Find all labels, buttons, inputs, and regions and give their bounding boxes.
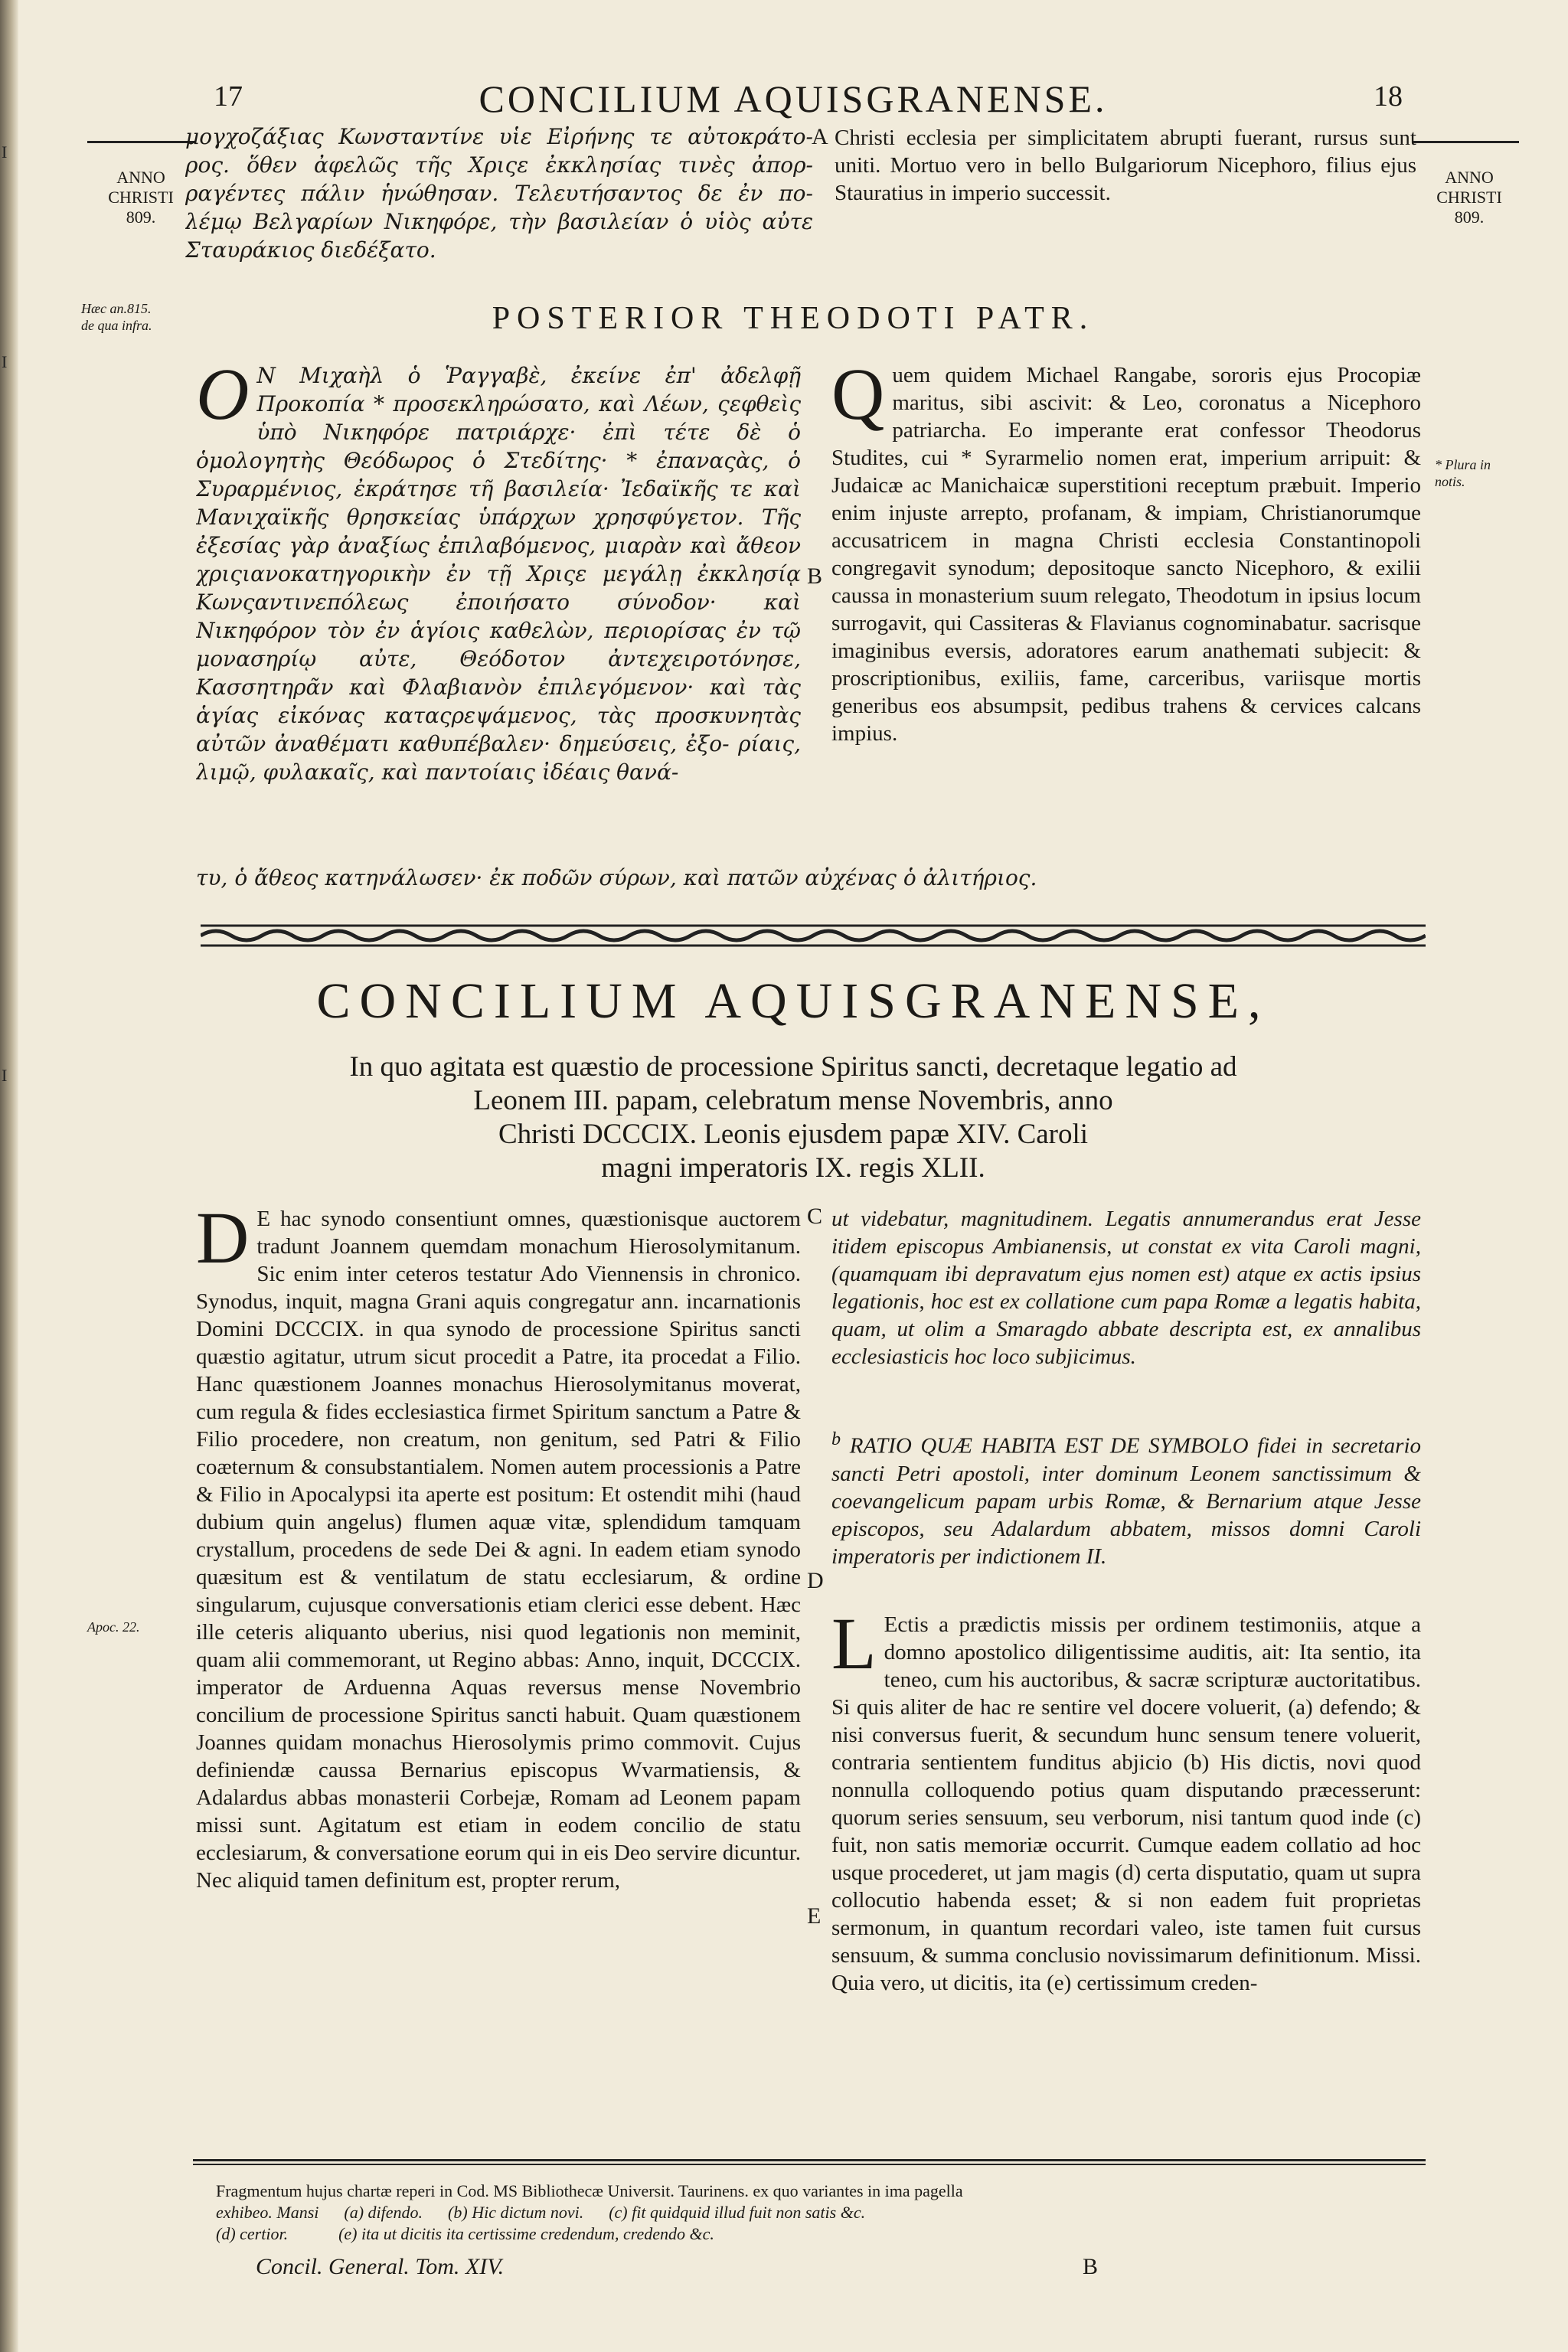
right-dropcap: L: [831, 1611, 877, 1684]
bleed-mark: I: [2, 352, 8, 371]
subtitle-line: In quo agitata est quæstio de processione Spiritus sancti, decretaque legatio ad: [349, 1051, 1237, 1083]
margin-rule: [87, 141, 194, 143]
greek-dropcap: O: [196, 361, 250, 435]
footnote-line: exhibeo. Mansi (a) difendo. (b) Hic dictum novi. (c) fit quidquid illud fuit non satis &c.: [216, 2203, 866, 2222]
footnote-line: Fragmentum hujus chartæ reperi in Cod. MS Bibliothecæ Universit. Taurinens. ex quo variantes in ima pagella: [216, 2181, 963, 2200]
page-number-left: 17: [214, 80, 243, 113]
footnote-line: (d) certior. (e) ita ut dicitis ita certissime credendum, credendo &c.: [216, 2224, 714, 2243]
subtitle-line: magni imperatoris IX. regis XLII.: [601, 1152, 985, 1184]
subtitle-line: Christi DCCCIX. Leonis ejusdem papæ XIV. Caroli: [498, 1119, 1089, 1150]
signature-mark: B: [1083, 2254, 1099, 2279]
top-latin-text: Christi ecclesia per simplicitatem abrupti fuerant, rursus sunt uniti. Mortuo vero in bello Bulgariorum Nicephoro, filius ejus Stauratius in imperio successit.: [835, 126, 1416, 205]
main-left-text: D E hac synodo consentiunt omnes, quæstionisque auctorem tradunt Joannem quemdam monachum Hierosolymitanum. Sic enim inter ceteros testatur Ado Viennensis in chronico. Synodus, inquit, magna Grani aquis congregatur ann. incarnationis Domini DCCCIX. in qua synodo de processione Spiritus sancti quæstio agitatur, utrum sicut procedit a Patre, ita procedat a Filio. Hanc quæstionem Joannes monachus Hierosolymitanus moverat, cum regula & fides ecclesiastica firmet Spiritum sanctum a Patre & Filio procedere, non creatum, non genitum, sed Patri & Filio coæternum & consubstantialem. Nomen autem processionis a Patre & Filio in Apocalypsi ita aperte est positum: Et ostendit mihi (haud dubium quin angelus) flumen aquæ vitæ, splendidum tamquam crystallum, procedens de sede Dei & agni. In eadem etiam synodo quæsitum est & ventilatum de statu ecclesiarum, & ordine singularum, cujusque conversationis etiam clerici esse debent. Hæc ille ceteris aliquanto uberius, nisi quod legationis non meminit, quam alii commemorant, ut Regino abbas: Anno, inquit, DCCCIX. imperator de Arduenna Aquas reversus mense Novembrio concilium de processione Spiritus sancti habuit. Quam quæstionem Joannes quidam monachus Hierosolymis primo commovit. Cujus definiendæ caussa Bernarius episcopus Wvarmatiensis, & Adalardus abbas monasterii Corbejæ, Romam ad Leonem papam missi sunt. Agitatum est etiam in eodem concilio de statu ecclesiarum, & conversatione eorum qui in eis Deo servire dicuntur. Nec aliquid tamen definitum est, propter rerum,: [196, 1205, 801, 1893]
ratio-heading: $^b$ RATIO QUÆ HABITA EST DE SYMBOLO fidei in secretario sancti Petri apostoli, inter dominum Leonem sanctissimum & coevangelicum papam urbis Romæ, & Bernarium atque Jesse episcopos, seu Adalardum abbatem, missos domni Caroli imperatoris per indictionem II.: [831, 1429, 1421, 1569]
book-page: [18, 0, 1568, 2352]
marker-b: B: [807, 564, 823, 589]
footnote-rule: [193, 2164, 1426, 2165]
ratio-marker: b: [831, 1429, 841, 1449]
posterior-greek-lastline: τυ, ὁ ἄθεος κατηνάλωσεν· ἐκ ποδῶν σύρων, καὶ πατῶν αὐχένας ὁ ἀλιτήριος.: [196, 865, 1037, 890]
main-right-text: L Ectis a prædictis missis per ordinem testimoniis, atque a domno apostolico diligentissime auditis, ait: Ita sentio, ita teneo, cum his auctoribus, & sacræ scripturæ auctoritatibus. Si quis aliter de hac re sentire vel docere voluerit, (a) defendo; & nisi conversus fuerit, & secundum hunc sensum tenere voluerit, contraria sentientem funditus abjicio (b) His dictis, novi quod nonnulla colloquendo potius quam disputando præcesserunt: quorum series sensuum, seu verborum, nisi tantum quod inde (c) fuit, non satis memoriæ occurrit. Cumque eadem collatio ad hoc usque procederet, ut jam magis (d) certa disputatio, quam ut supra collocutio habenda esset; & si non eadem fuit proprietas sermonum, in quantum recordari valeo, iste tamen fuit cursus sensuum, & summa conclusio novissimarum definitionum. Missi. Quia vero, ut dicitis, ita (e) certissimum creden-: [831, 1611, 1421, 1995]
top-greek-text: μογχοζάξιας Κωνσταντίνε υἱε Εἰρήνης τε αὐτοκράτο- ρος. ὅθεν ἀφελῶς τῆς Χριςε ἐκκλησίας τινὲς ἀπορ- ραγέντες πάλιν ἡνώθησαν. Τελευτήσαντος δε ἐν πο- λέμῳ Βελγαρίων Νικηφόρε, τὴν βασιλείαν ὁ υἱὸς αὐτε Σταυράκιος διεδέξατο.: [185, 124, 813, 263]
marker-a: A: [812, 124, 828, 149]
posterior-greek-text: O Ν Μιχαὴλ ὁ Ῥαγγαβὲ, ἐκείνε ἐπ' ἀδελφῇ Προκοπία * προσεκληρώσατο, καὶ Λέων, ςεφθεὶς ὑπὸ Νικηφόρε πατριάρχε· ἐπὶ τέτε δὲ ὁ ὁμολογητὴς Θεόδωρος ὁ Στεδίτης· * ἐπαναςὰς, ὁ Συραρμένιος, ἐκράτησε τῆ βασιλεία· Ἰεδαϊκῆς τε καὶ Μανιχαϊκῆς θρησκείας ὑπάρχων χρησφύγετον. Τῆς ἐξεσίας γὰρ ἀναξίως ἐπιλαβόμενος, μιαρὰν καὶ ἄθεον χριςιανοκατηγορικὴν ἐν τῇ Χριςε μεγάλῃ ἐκκλησίᾳ Κωνςαντινεπόλεως ἐποιήσατο σύνοδον· καὶ Νικηφόρον τὸν ἐν ἁγίοις καθελὼν, περιορίσας ἐν τῷ μονασηρίῳ αὐτε, Θεόδοτον ἀντεχειροτόνησε, Κασσητηρᾶν καὶ Φλαβιανὸν ἐπιλεγόμενον· καὶ τὰς ἁγίας εἰκόνας καταςρεψάμενος, τὰς προσκυνητὰς αὐτῶν ἀναθέματι καθυπέβαλεν· δημεύσεις, ἐξο- ρίαις, λιμῷ, φυλακαῖς, καὶ παντοίαις ἰδέαις θανά-: [196, 361, 801, 785]
margin-note-haec: Hæc an.815. de qua infra.: [81, 301, 152, 333]
left-dropcap: D: [196, 1205, 250, 1279]
footer-volume: Concil. General. Tom. XIV.: [256, 2254, 505, 2279]
margin-anno-left: ANNO CHRISTI 809.: [87, 121, 194, 227]
margin-note-apoc: Apoc. 22.: [87, 1619, 140, 1635]
marker-e: E: [807, 1903, 822, 1929]
bleed-mark: I: [2, 1066, 8, 1085]
main-subtitle: [248, 1050, 1338, 1185]
ornament-rule: [201, 922, 1426, 949]
section-title-posterior: POSTERIOR THEODOTI PATR.: [492, 301, 1095, 336]
margin-rule: [1412, 141, 1519, 143]
running-head: CONCILIUM AQUISGRANENSE.: [479, 77, 1108, 120]
bleed-mark: I: [2, 142, 8, 162]
posterior-latin-text: Q uem quidem Michael Rangabe, sororis ejus Procopiæ maritus, sibi ascivit: & Leo, coronatus a Nicephoro patriarcha. Eo imperante erat confessor Theodorus Studites, cui * Syrarmelio nomen erat, imperium arripuit: & Judaicæ ac Manichaicæ superstitioni receptum præbuit. Imperio enim injuste arrepto, profanam, & impiam, Christianorumque accusatricem in magna Christi ecclesia Constantinopoli congregavit synodum; depositoque sancto Nicephoro, & exilii caussa in monasterium suum relegato, Theodotum in ipsius locum surrogavit, qui Cassiteras & Flavianus cognominabatur. sacrisque imaginibus eversis, adoratores earum anathemati subjecit: & proscriptionibus, exiliis, fame, carceribus, variisque mortis generibus eos absumpsit, pedibus trahens & cervices calcans impius.: [831, 361, 1421, 746]
margin-note-plura: * Plura in notis.: [1435, 457, 1491, 489]
main-right-intro: ut videbatur, magnitudinem. Legatis annumerandus erat Jesse itidem episcopus Ambianensis, ut constat ex vita Caroli magni, (quamquam ibi depravatum ejus nomen est) atque ex actis ipsius legationis, hoc est ex collatione cum papa Romæ a legatis habita, quam, ut olim a Smaragdo abbate descripta est, ex annalibus ecclesiasticis hoc loco subjicimus.: [831, 1207, 1421, 1369]
main-title: CONCILIUM AQUISGRANENSE,: [316, 973, 1270, 1029]
marker-c: C: [807, 1204, 823, 1229]
latin-dropcap: Q: [831, 361, 885, 435]
page-number-right: 18: [1374, 80, 1403, 113]
marker-d: D: [807, 1568, 824, 1593]
footnote-rule: [193, 2159, 1426, 2161]
binding-edge: [0, 0, 18, 2352]
subtitle-line: Leonem III. papam, celebratum mense Novembris, anno: [473, 1085, 1113, 1116]
margin-anno-right: ANNO CHRISTI 809.: [1412, 121, 1527, 227]
